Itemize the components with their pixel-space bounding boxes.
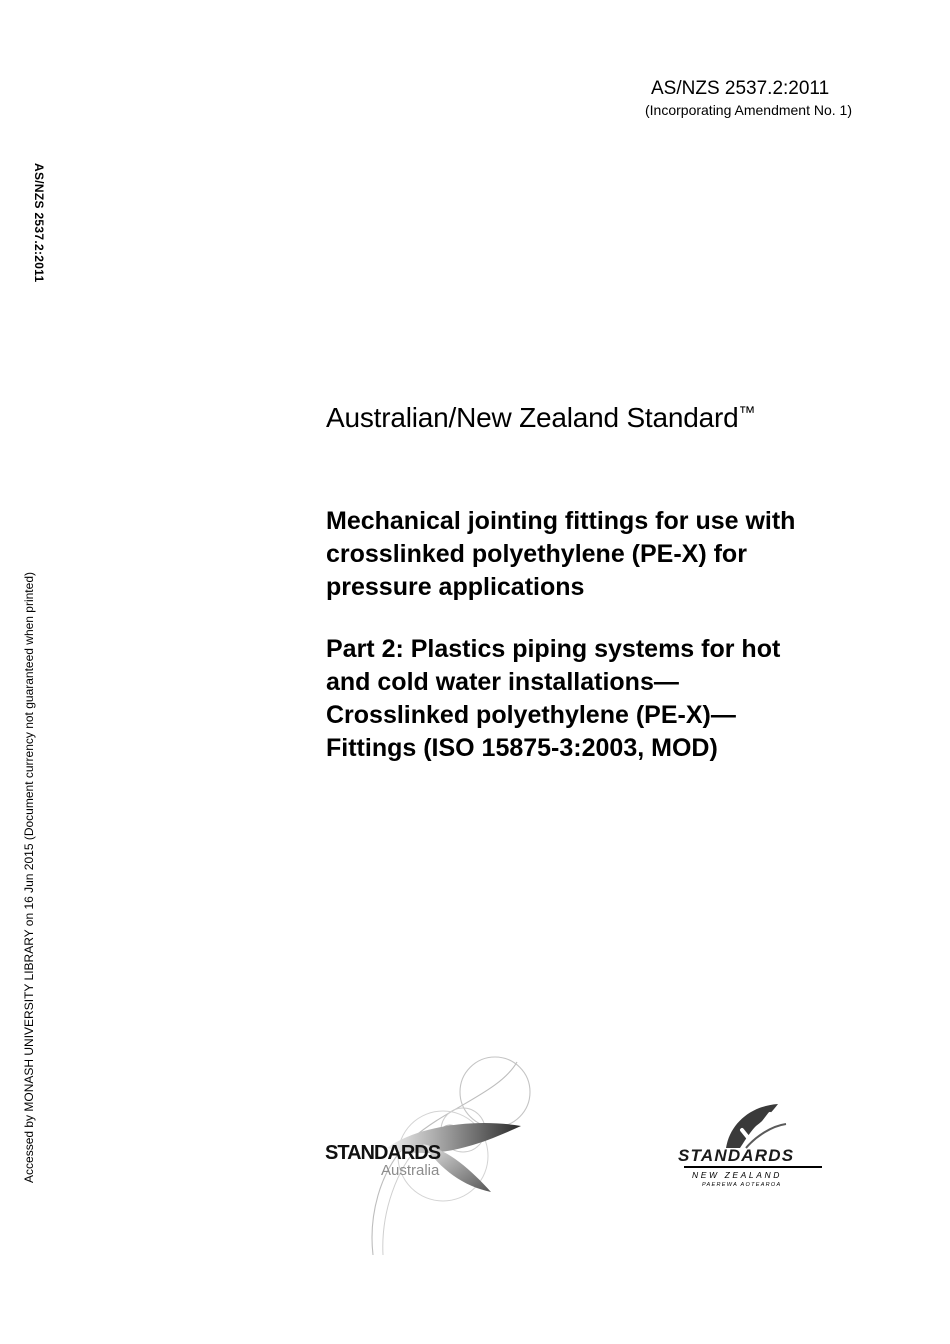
side-access-note: Accessed by MONASH UNIVERSITY LIBRARY on 16 Jun 2015 (Document currency not guaranteed when printed) xyxy=(22,572,36,1183)
side-access-note-container xyxy=(14,572,44,1252)
amendment-note: (Incorporating Amendment No. 1) xyxy=(645,102,852,118)
standards-nz-word: STANDARDS xyxy=(678,1146,795,1165)
subtitle-line: Part 2: Plastics piping systems for hot xyxy=(326,635,781,663)
subtitle-line: Fittings (ISO 15875-3:2003, MOD) xyxy=(326,734,718,762)
standards-nz-sub2: PAEREWA AOTEAROA xyxy=(702,1182,782,1188)
subtitle-line: Crosslinked polyethylene (PE-X)— xyxy=(326,701,736,729)
standards-nz-divider xyxy=(684,1166,822,1168)
title-line: crosslinked polyethylene (PE-X) for xyxy=(326,540,747,568)
subtitle-line: and cold water installations— xyxy=(326,668,679,696)
title-line: pressure applications xyxy=(326,573,585,601)
document-title xyxy=(326,505,906,604)
standard-type-label: Australian/New Zealand Standard xyxy=(326,402,739,433)
standards-nz-sub: NEW ZEALAND xyxy=(692,1170,782,1180)
standard-number: AS/NZS 2537.2:2011 xyxy=(651,78,830,99)
standard-type xyxy=(326,402,755,434)
standards-australia-sub: Australia xyxy=(381,1162,440,1179)
standards-nz-logo-icon xyxy=(720,1100,788,1152)
side-standard-code: AS/NZS 2537.2:2011 xyxy=(32,163,46,283)
title-line: Mechanical jointing fittings for use with xyxy=(326,507,796,535)
document-subtitle xyxy=(326,633,906,765)
standards-australia-word: STANDARDS xyxy=(325,1142,441,1164)
trademark-symbol: ™ xyxy=(738,403,756,422)
